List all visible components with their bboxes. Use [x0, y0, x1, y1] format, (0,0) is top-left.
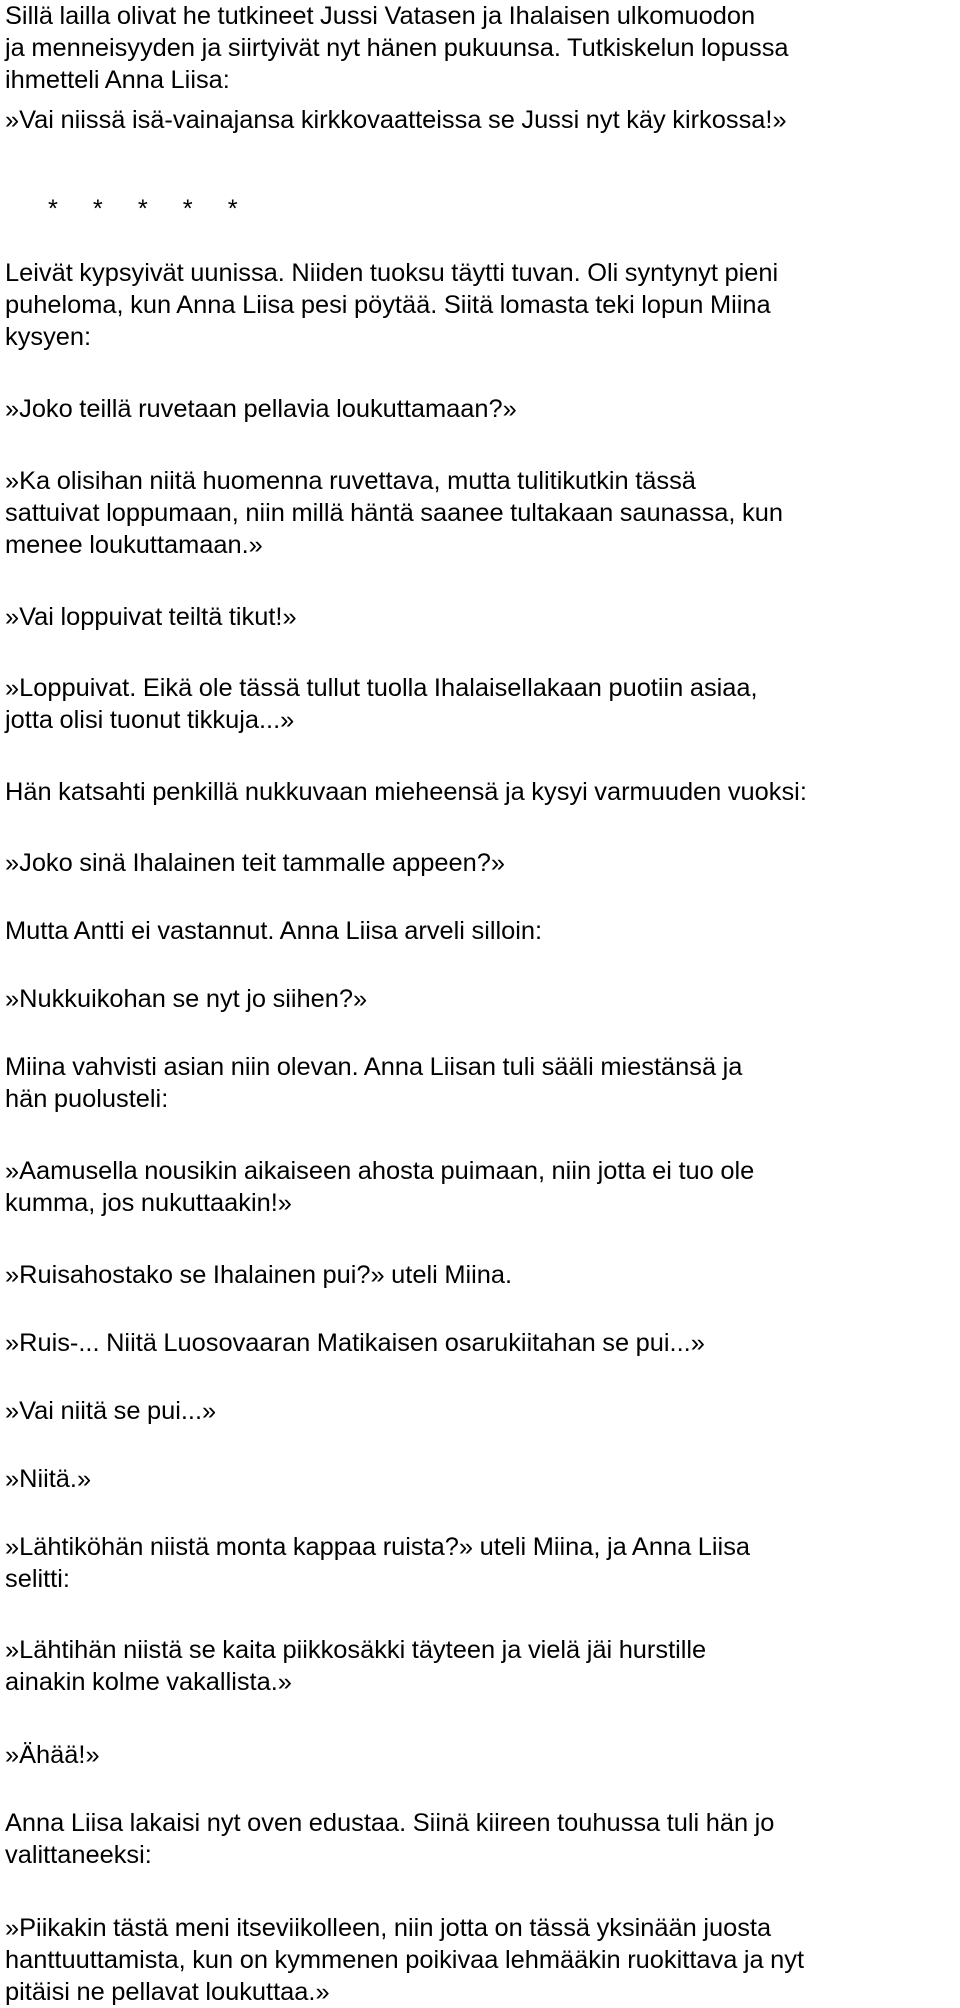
paragraph-6: »Vai loppuivat teiltä tikut!»	[5, 603, 297, 631]
paragraph-9: »Joko sinä Ihalainen teit tammalle appeen?»	[5, 849, 506, 877]
paragraph-14: »Ruisahostako se Ihalainen pui?» uteli Miina.	[5, 1261, 513, 1289]
paragraph-2: »Vai niissä isä-vainajansa kirkkovaatteissa se Jussi nyt käy kirkossa!»	[5, 106, 787, 134]
paragraph-13: »Aamusella nousikin aikaiseen ahosta puimaan, niin jotta ei tuo ole kumma, jos nukuttaakin!»	[5, 1157, 755, 1217]
paragraph-17: »Niitä.»	[5, 1465, 92, 1493]
paragraph-4: »Joko teillä ruvetaan pellavia loukuttamaan?»	[5, 395, 517, 423]
paragraph-5: »Ka olisihan niitä huomenna ruvettava, mutta tulitikutkin tässä sattuivat loppumaan, niin millä häntä saanee tultakaan saunassa, kun menee loukuttamaan.»	[5, 467, 783, 559]
paragraph-21: Anna Liisa lakaisi nyt oven edustaa. Siinä kiireen touhussa tuli hän jo valittaneeksi:	[5, 1809, 775, 1869]
paragraph-18: »Lähtiköhän niistä monta kappaa ruista?» uteli Miina, ja Anna Liisa selitti:	[5, 1533, 751, 1593]
paragraph-10: Mutta Antti ei vastannut. Anna Liisa arveli silloin:	[5, 917, 543, 945]
paragraph-8: Hän katsahti penkillä nukkuvaan mieheensä ja kysyi varmuuden vuoksi:	[5, 778, 807, 806]
paragraph-3: Leivät kypsyivät uunissa. Niiden tuoksu täytti tuvan. Oli syntynyt pieni puheloma, kun Anna Liisa pesi pöytää. Siitä lomasta teki lopun Miina kysyen:	[5, 259, 779, 351]
paragraph-11: »Nukkuikohan se nyt jo siihen?»	[5, 985, 368, 1013]
paragraph-22: »Piikakin tästä meni itseviikolleen, niin jotta on tässä yksinään juosta hanttuuttamista, kun on kymmenen poikivaa lehmääkin ruokittava ja nyt pitäisi ne pellavat loukuttaa.»	[5, 1914, 805, 2006]
paragraph-20: »Ähää!»	[5, 1741, 100, 1769]
section-break-stars: * * * * *	[48, 195, 238, 223]
paragraph-12: Miina vahvisti asian niin olevan. Anna Liisan tuli sääli miestänsä ja hän puolusteli:	[5, 1053, 743, 1113]
paragraph-7: »Loppuivat. Eikä ole tässä tullut tuolla Ihalaisellakaan puotiin asiaa, jotta olisi tuonut tikkuja...»	[5, 674, 758, 734]
paragraph-16: »Vai niitä se pui...»	[5, 1397, 217, 1425]
paragraph-1: Sillä lailla olivat he tutkineet Jussi Vatasen ja Ihalaisen ulkomuodon ja menneisyyden ja siirtyivät nyt hänen pukuunsa. Tutkiskelun lopussa ihmetteli Anna Liisa:	[5, 2, 789, 94]
paragraph-19: »Lähtihän niistä se kaita piikkosäkki täyteen ja vielä jäi hurstille ainakin kolme vakallista.»	[5, 1636, 707, 1696]
paragraph-15: »Ruis-... Niitä Luosovaaran Matikaisen osarukiitahan se pui...»	[5, 1329, 705, 1357]
